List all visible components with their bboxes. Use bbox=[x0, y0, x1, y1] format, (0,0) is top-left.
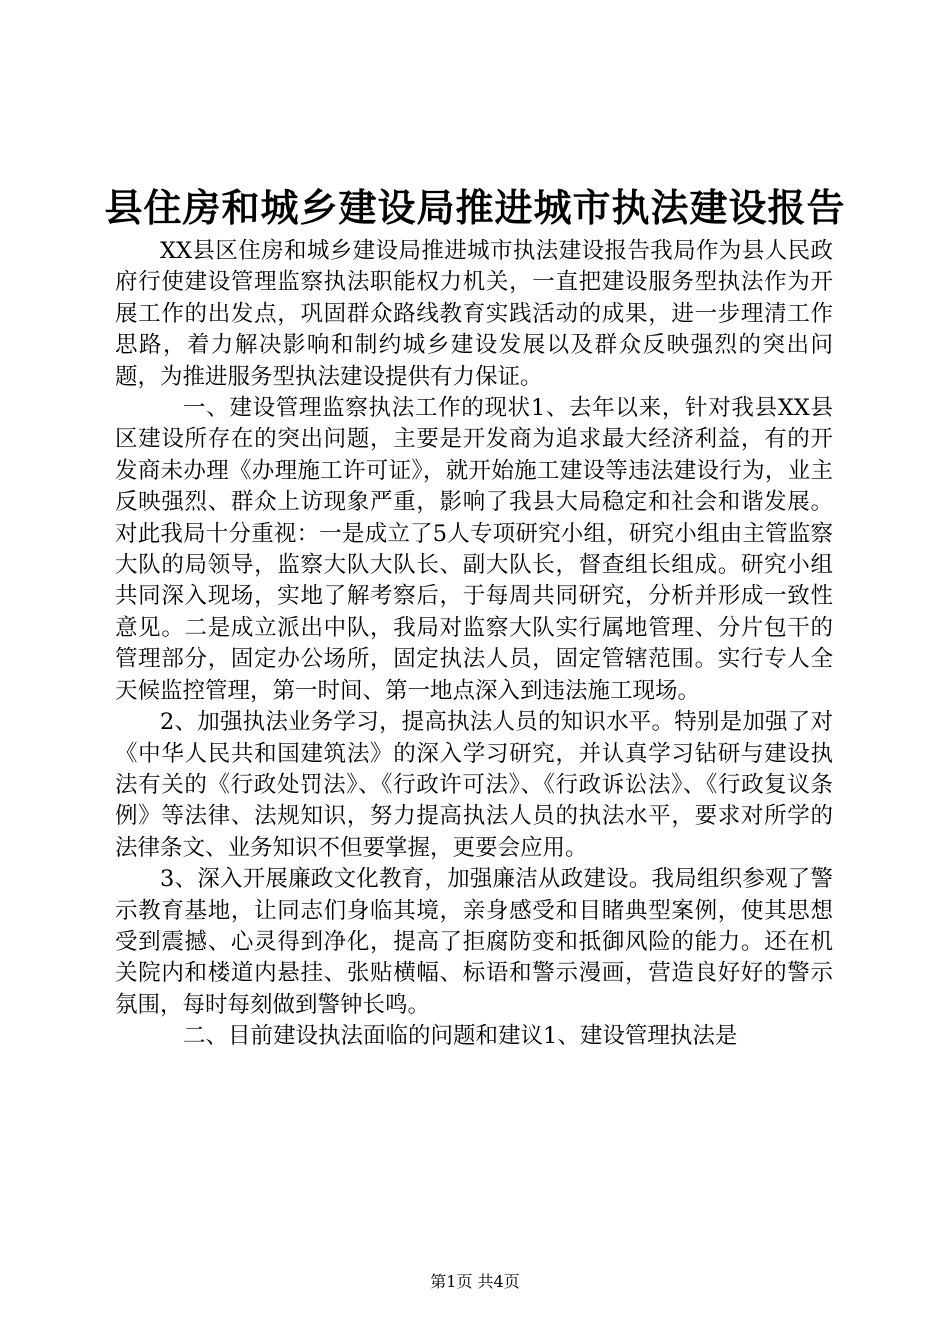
paragraph-item-three: 3、深入开展廉政文化教育，加强廉洁从政建设。我局组织参观了警示教育基地，让同志们身临其境，亲身感受和目睹典型案例，使其思想受到震撼、心灵得到净化，提高了拒腐防变和抵御风险的能力。还在机关院内和楼道内悬挂、张贴横幅、标语和警示漫画，营造良好好的警示氛围，每时每刻做到警钟长鸣。 bbox=[115, 866, 833, 1018]
document-title: 县住房和城乡建设局推进城市执法建设报告 bbox=[104, 185, 846, 230]
page-number-footer: 第1页 共4页 bbox=[430, 1272, 520, 1291]
paragraph-intro: XX县区住房和城乡建设局推进城市执法建设报告我局作为县人民政府行使建设管理监察执法职能权力机关，一直把建设服务型执法作为开展工作的出发点，巩固群众路线教育实践活动的成果，进一步理清工作思路，着力解决影响和制约城乡建设发展以及群众反映强烈的突出问题，为推进服务型执法建设提供有力保证。 bbox=[115, 238, 833, 390]
paragraph-section-two: 二、目前建设执法面临的问题和建议1、建设管理执法是 bbox=[183, 1023, 738, 1050]
paragraph-item-two: 2、加强执法业务学习，提高执法人员的知识水平。特别是加强了对《中华人民共和国建筑法》的深入学习研究，并认真学习钻研与建设执法有关的《行政处罚法》、《行政许可法》、《行政诉讼法》、《行政复议条例》等法律、法规知识，努力提高执法人员的执法水平，要求对所学的法律条文、业务知识不但要掌握，更要会应用。 bbox=[115, 709, 833, 861]
document-body bbox=[115, 236, 833, 1053]
paragraph-section-one: 一、建设管理监察执法工作的现状1、去年以来，针对我县XX县区建设所存在的突出问题，主要是开发商为追求最大经济利益，有的开发商未办理《办理施工许可证》，就开始施工建设等违法建设行为，业主反映强烈、群众上访现象严重，影响了我县大局稳定和社会和谐发展。对此我局十分重视：一是成立了5人专项研究小组，研究小组由主管监察大队的局领导，监察大队大队长、副大队长，督查组长组成。研究小组共同深入现场，实地了解考察后，于每周共同研究，分析并形成一致性意见。二是成立派出中队，我局对监察大队实行属地管理、分片包干的管理部分，固定办公场所，固定执法人员，固定管辖范围。实行专人全天候监控管理，第一时间、第一地点深入到违法施工现场。 bbox=[115, 395, 833, 704]
